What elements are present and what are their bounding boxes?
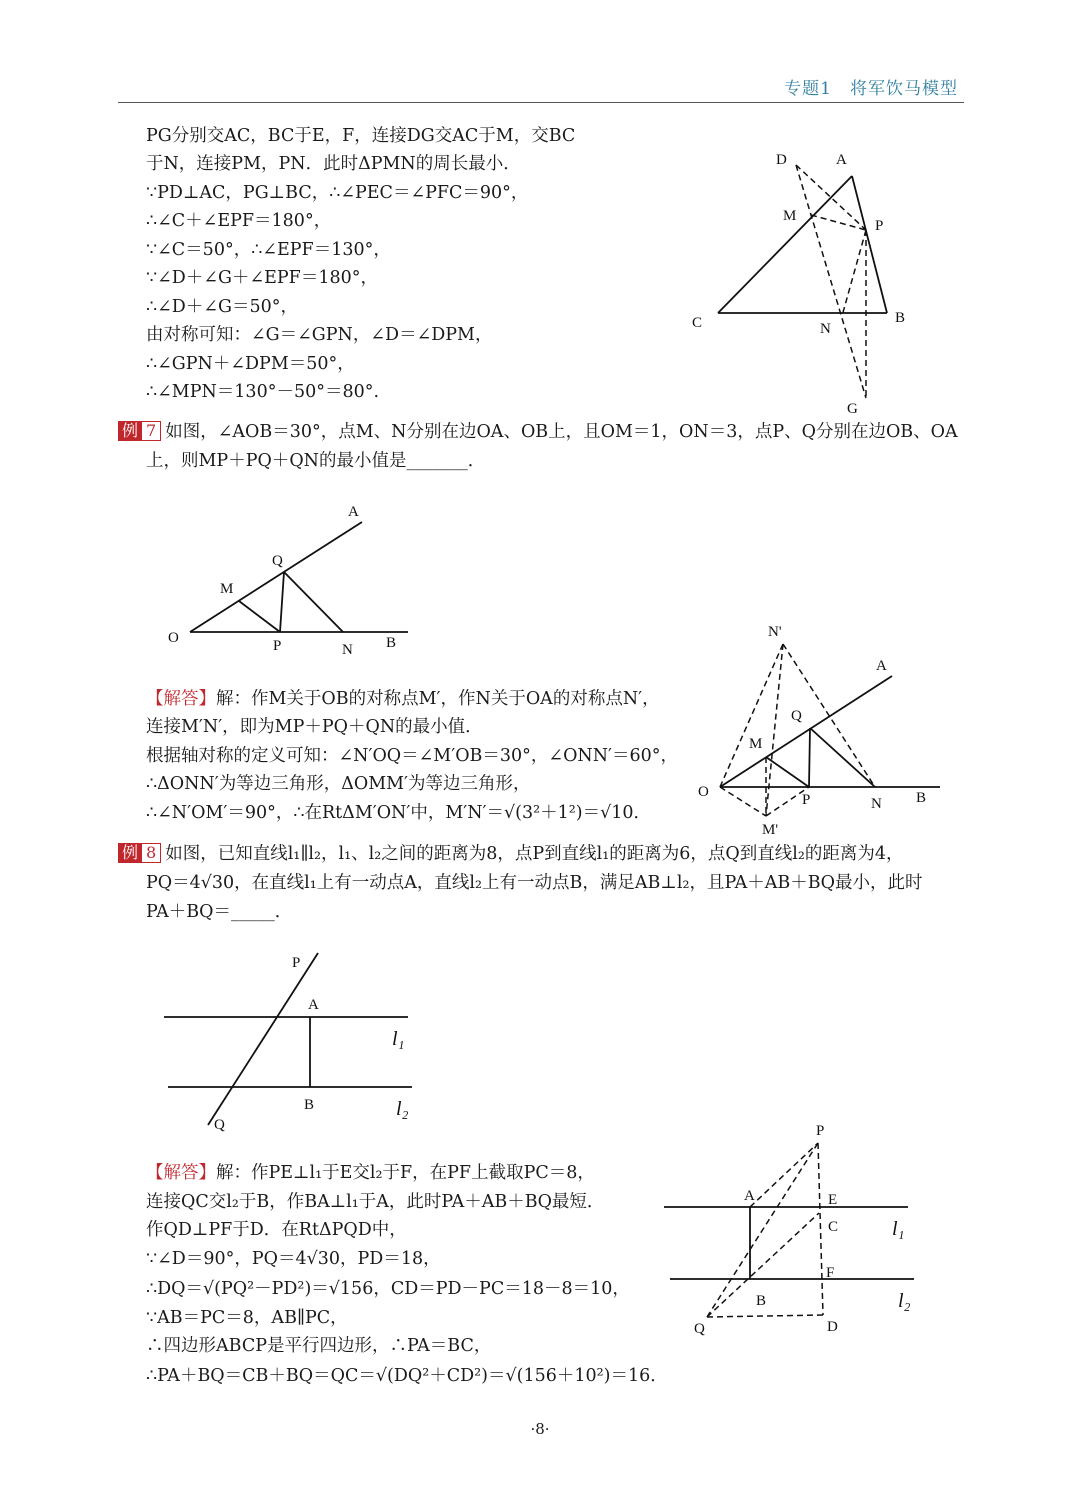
label-N: N xyxy=(820,321,831,337)
text-line: ∴∠D＋∠G＝50°， xyxy=(146,297,298,317)
text-line: ∴∠MPN＝130°－50°＝80°. xyxy=(146,382,380,402)
text-line: 由对称可知：∠G＝∠GPN，∠D＝∠DPM， xyxy=(146,325,493,345)
label-l2: l₂ xyxy=(898,1290,911,1312)
answer-tag: 【解答】 xyxy=(146,689,216,709)
label-C: C xyxy=(828,1219,839,1235)
figure-example8-solution xyxy=(660,1115,930,1345)
label-M-prime: M' xyxy=(762,822,779,838)
text-line: PG分别交AC，BC于E，F，连接DG交AC于M，交BC xyxy=(146,126,576,146)
example-tag: 例 7 xyxy=(118,421,161,441)
figure-example7-angle xyxy=(160,495,430,665)
label-M: M xyxy=(783,208,797,224)
example8-answer-line1: 【解答】解：作PE⊥l₁于E交l₂于F，在PF上截取PC＝8， xyxy=(146,1163,595,1183)
label-l1: l₁ xyxy=(392,1028,405,1050)
text-line: 连接M′N′，即为MP＋PQ＋QN的最小值． xyxy=(146,717,483,737)
text-line: ∵∠C＝50°，∴∠EPF＝130°， xyxy=(146,240,391,260)
text-line: ∴ΔONN′为等边三角形，ΔOMM′为等边三角形， xyxy=(146,774,531,794)
label-A: A xyxy=(744,1188,755,1204)
label-D: D xyxy=(827,1319,838,1335)
label-O: O xyxy=(698,784,709,800)
label-P: P xyxy=(816,1123,825,1139)
example8-problem-line3: PA＋BQ＝_____． xyxy=(146,902,293,922)
figure-example7-solution xyxy=(690,620,950,840)
text-line: ∴∠GPN＋∠DPM＝50°， xyxy=(146,354,355,374)
label-B: B xyxy=(386,635,397,651)
label-B: B xyxy=(756,1293,767,1309)
label-G: G xyxy=(847,401,858,417)
label-l2: l₂ xyxy=(396,1098,409,1120)
label-l1: l₁ xyxy=(892,1218,905,1240)
label-C: C xyxy=(692,315,703,331)
label-N: N xyxy=(871,796,882,812)
label-B: B xyxy=(895,310,906,326)
chapter-title: 专题1 将军饮马模型 xyxy=(784,79,958,99)
example7-problem-line1: 例 7 如图，∠AOB＝30°，点M、N分别在边OA、OB上，且OM＝1，ON＝3，点P、Q分别在边OB、OA xyxy=(118,420,958,444)
label-A: A xyxy=(348,504,359,520)
answer-tag: 【解答】 xyxy=(146,1163,216,1183)
label-A: A xyxy=(876,658,887,674)
label-N-prime: N' xyxy=(768,624,782,640)
label-F: F xyxy=(826,1265,835,1281)
label-M: M xyxy=(220,581,234,597)
label-B: B xyxy=(916,790,927,806)
text-line: 连接QC交l₂于B，作BA⊥l₁于A，此时PA＋AB＋BQ最短． xyxy=(146,1192,605,1212)
text-line: ∵PD⊥AC，PG⊥BC，∴∠PEC＝∠PFC＝90°， xyxy=(146,183,529,203)
label-Q: Q xyxy=(214,1117,225,1133)
label-O: O xyxy=(168,630,179,646)
text-line: ∵AB＝PC＝8，AB∥PC， xyxy=(146,1308,348,1328)
label-P: P xyxy=(292,955,301,971)
figure-example8-lines xyxy=(150,945,430,1140)
figure-triangle-pmn xyxy=(680,140,920,425)
text-line: ∵∠D＝90°，PQ＝4√30，PD＝18， xyxy=(146,1249,441,1269)
label-P: P xyxy=(875,218,884,234)
text-line: ∴PA＋BQ＝CB＋BQ＝QC＝√(DQ²＋CD²)＝√(156＋10²)＝16． xyxy=(146,1366,668,1386)
label-M: M xyxy=(749,736,763,752)
label-A: A xyxy=(836,152,847,168)
label-E: E xyxy=(828,1192,838,1208)
label-A: A xyxy=(308,997,319,1013)
example-tag: 例 8 xyxy=(118,843,161,863)
text-line: ∴DQ＝√(PQ²－PD²)＝√156，CD＝PD－PC＝18－8＝10， xyxy=(146,1279,630,1299)
label-N: N xyxy=(342,642,353,658)
example8-problem-line1: 例 8 如图，已知直线l₁∥l₂，l₁、l₂之间的距离为8，点P到直线l₁的距离为6，点Q到直线l₂的距离为4， xyxy=(118,842,903,866)
text-line: 于N，连接PM，PN．此时ΔPMN的周长最小． xyxy=(146,154,521,174)
example7-problem-line2: 上，则MP＋PQ＋QN的最小值是_______． xyxy=(146,451,486,471)
text-line: 作QD⊥PF于D．在RtΔPQD中， xyxy=(146,1220,407,1240)
example8-problem-line2: PQ＝4√30，在直线l₁上有一动点A，直线l₂上有一动点B，满足AB⊥l₂，且PA＋AB＋BQ最小，此时 xyxy=(146,873,923,893)
label-P: P xyxy=(802,792,811,808)
label-D: D xyxy=(776,152,787,168)
label-Q: Q xyxy=(791,708,802,724)
text-line: ∴四边形ABCP是平行四边形，∴PA＝BC， xyxy=(146,1336,492,1356)
label-Q: Q xyxy=(694,1321,705,1337)
text-line: ∴∠C＋∠EPF＝180°， xyxy=(146,211,332,231)
text-line: ∴∠N′OM′＝90°，∴在RtΔM′ON′中，M′N′＝√(3²＋1²)＝√10． xyxy=(146,803,652,823)
example7-answer-line1: 【解答】解：作M关于OB的对称点M′，作N关于OA的对称点N′， xyxy=(146,689,660,709)
page-header xyxy=(118,62,964,103)
text-line: 根据轴对称的定义可知：∠N′OQ＝∠M′OB＝30°，∠ONN′＝60°， xyxy=(146,746,679,766)
label-Q: Q xyxy=(272,553,283,569)
label-B: B xyxy=(304,1097,315,1113)
label-P: P xyxy=(273,638,282,654)
text-line: ∵∠D＋∠G＋∠EPF＝180°， xyxy=(146,268,378,288)
page-number: ·8· xyxy=(530,1420,550,1438)
